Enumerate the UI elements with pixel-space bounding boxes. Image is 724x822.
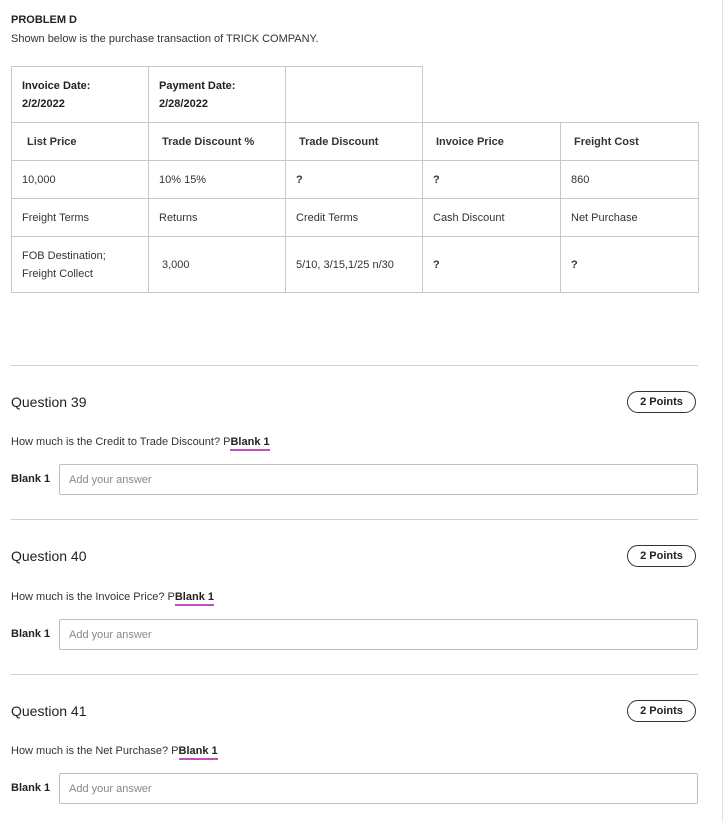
cell-net-purchase-value: ? — [561, 237, 699, 293]
question-39-blank-marker: Blank 1 — [230, 436, 269, 451]
question-40-answer-input[interactable] — [59, 619, 698, 650]
invoice-date-value: 2/2/2022 — [22, 97, 65, 110]
payment-date-cell — [149, 67, 286, 123]
question-41-points-badge: 2 Points — [627, 700, 696, 722]
question-39-blank-label: Blank 1 — [11, 473, 51, 485]
payment-date-value: 2/28/2022 — [159, 97, 208, 110]
cell-returns-value: 3,000 — [149, 237, 286, 293]
question-41-blank-marker: Blank 1 — [179, 745, 218, 760]
question-39-text — [11, 436, 270, 448]
freight-terms-line-2: Freight Collect — [22, 267, 93, 280]
question-41-prompt: How much is the Net Purchase? P — [11, 745, 179, 757]
cell-freight-cost: 860 — [561, 161, 699, 199]
dates-table — [11, 66, 423, 123]
cell-credit-terms: Credit Terms — [286, 199, 423, 237]
question-divider — [11, 519, 698, 520]
freight-terms-line-1: FOB Destination; — [22, 249, 106, 262]
cell-credit-terms-value: 5/10, 3/15,1/25 n/30 — [286, 237, 423, 293]
table-row — [12, 199, 699, 237]
problem-description: Shown below is the purchase transaction of TRICK COMPANY. — [11, 33, 319, 45]
question-40-points-badge: 2 Points — [627, 545, 696, 567]
question-41-title: Question 41 — [11, 703, 87, 719]
cell-cash-discount: Cash Discount — [423, 199, 561, 237]
table-row — [12, 237, 699, 293]
question-divider — [11, 674, 698, 675]
header-trade-discount-percent: Trade Discount % — [149, 123, 286, 161]
question-39-prompt: How much is the Credit to Trade Discount? P — [11, 436, 231, 448]
question-41-answer-input[interactable] — [59, 773, 698, 804]
question-divider — [11, 365, 698, 366]
header-list-price: List Price — [12, 123, 149, 161]
question-39-title: Question 39 — [11, 394, 87, 410]
invoice-date-cell — [12, 67, 149, 123]
dates-row — [12, 67, 423, 123]
cell-freight-terms: Freight Terms — [12, 199, 149, 237]
question-40-blank-label: Blank 1 — [11, 628, 51, 640]
question-40-text — [11, 591, 214, 603]
question-40-blank-marker: Blank 1 — [175, 591, 214, 606]
cell-list-price: 10,000 — [12, 161, 149, 199]
question-41-blank-label: Blank 1 — [11, 782, 51, 794]
empty-date-cell — [286, 67, 423, 123]
header-trade-discount: Trade Discount — [286, 123, 423, 161]
cell-net-purchase: Net Purchase — [561, 199, 699, 237]
cell-trade-discount: ? — [286, 161, 423, 199]
table-header-row — [12, 123, 699, 161]
payment-date-label: Payment Date: — [159, 79, 236, 92]
invoice-date-label: Invoice Date: — [22, 79, 91, 92]
cell-returns: Returns — [149, 199, 286, 237]
problem-title: PROBLEM D — [11, 14, 77, 26]
question-39-points-badge: 2 Points — [627, 391, 696, 413]
cell-invoice-price: ? — [423, 161, 561, 199]
transaction-table — [11, 122, 699, 293]
question-40-prompt: How much is the Invoice Price? P — [11, 591, 175, 603]
cell-cash-discount-value: ? — [423, 237, 561, 293]
header-invoice-price: Invoice Price — [423, 123, 561, 161]
question-39-answer-input[interactable] — [59, 464, 698, 495]
question-40-title: Question 40 — [11, 548, 87, 564]
cell-trade-discount-percent: 10% 15% — [149, 161, 286, 199]
right-divider — [722, 0, 723, 822]
cell-freight-terms-value — [12, 237, 149, 293]
table-row — [12, 161, 699, 199]
question-41-text — [11, 745, 218, 757]
header-freight-cost: Freight Cost — [561, 123, 699, 161]
